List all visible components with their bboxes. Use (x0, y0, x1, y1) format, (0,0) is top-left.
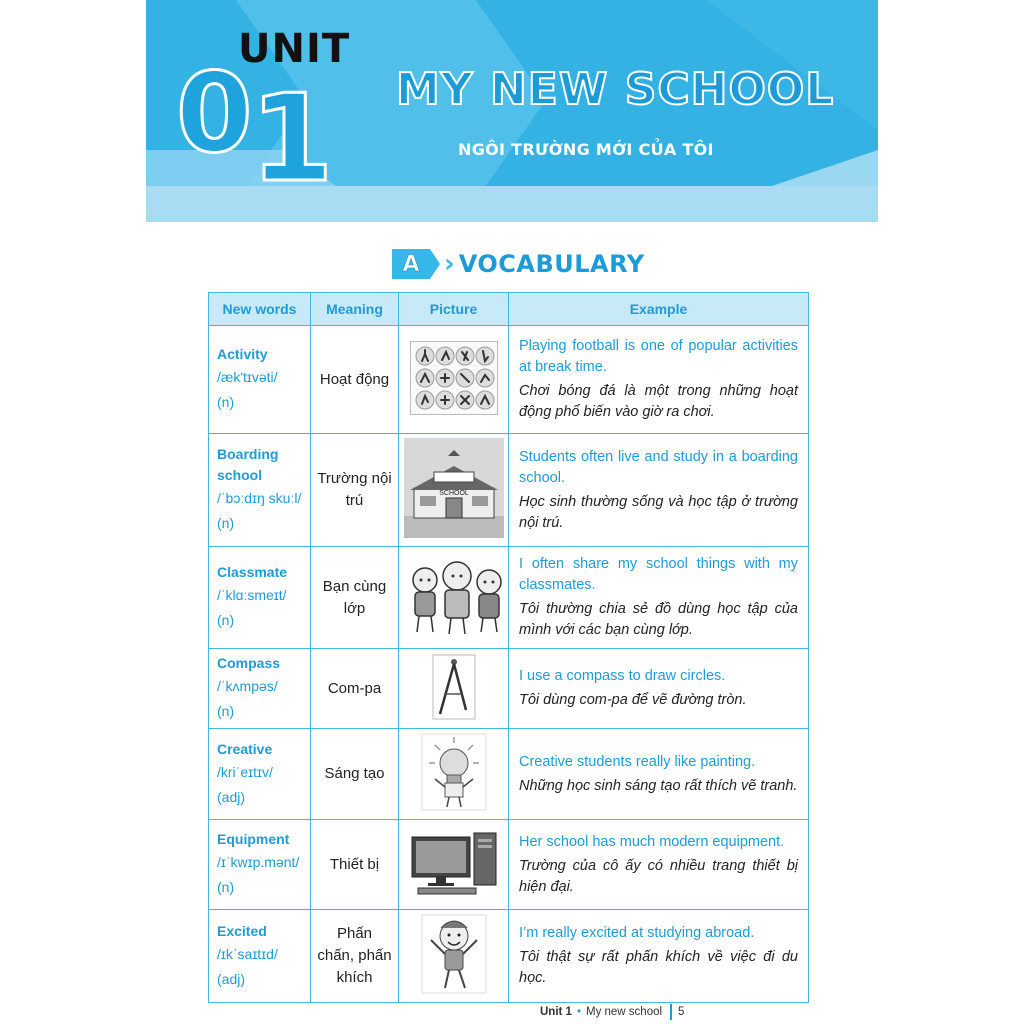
section-title: VOCABULARY (458, 250, 645, 278)
example-cell (509, 820, 809, 910)
table-row (209, 326, 809, 434)
column-header-new-words: New words (209, 293, 311, 326)
vocab-word-type: (n) (217, 515, 235, 531)
section-heading (392, 248, 645, 280)
column-header-example: Example (509, 293, 809, 326)
textbook-page (146, 0, 878, 1024)
desktop-computer-image (408, 831, 500, 895)
example-english: Playing football is one of popular activities at break time. (519, 338, 798, 375)
vocabulary-table (208, 292, 809, 1003)
meaning-cell: Com-pa (311, 649, 399, 729)
vocab-phonetic: /æk'tɪvəti/ (217, 369, 278, 385)
table-row (209, 547, 809, 649)
example-cell (509, 729, 809, 820)
vocab-word-type: (adj) (217, 788, 246, 805)
vocab-word: Equipment (217, 831, 290, 847)
example-vietnamese: Tôi thường chia sẻ đồ dùng học tập của mình với các bạn cùng lớp. (519, 601, 798, 638)
picture-cell (399, 820, 509, 910)
page-footer (540, 1004, 684, 1020)
example-english: Creative students really like painting. (519, 753, 756, 770)
example-english: Students often live and study in a boarding school. (519, 448, 798, 486)
meaning-cell: Hoạt động (311, 326, 399, 434)
table-header-row (209, 293, 809, 326)
table-row (209, 729, 809, 820)
example-vietnamese: Tôi dùng com-pa để vẽ đường tròn. (519, 692, 747, 708)
vocab-word: Compass (217, 655, 281, 671)
table-row (209, 434, 809, 547)
three-kids-image (403, 556, 507, 636)
example-english: I often share my school things with my classmates. (519, 556, 798, 593)
example-english: I’m really excited at studying abroad. (519, 925, 755, 941)
picture-cell (399, 547, 509, 649)
example-cell (509, 547, 809, 649)
example-vietnamese: Những học sinh sáng tạo rất thích vẽ tranh. (519, 777, 798, 794)
example-vietnamese: Chơi bóng đá là một trong những hoạt động phổ biến vào giờ ra chơi. (519, 383, 798, 420)
vocab-word: Activity (217, 346, 268, 362)
footer-divider (670, 1004, 672, 1020)
vocab-word-type: (adj) (217, 970, 246, 987)
table-row (209, 649, 809, 729)
section-arrow-icon (430, 249, 440, 279)
footer-topic: My new school (585, 1006, 663, 1018)
picture-cell (399, 729, 509, 820)
unit-title: MY NEW SCHOOL (396, 64, 835, 115)
unit-banner (146, 0, 878, 222)
vocab-phonetic: /ɪˈkwɪp.mənt/ (217, 854, 300, 870)
vocab-word: Excited (217, 922, 267, 939)
school-sign-text: SCHOOL (438, 490, 469, 497)
footer-unit: Unit 1 (540, 1006, 572, 1018)
meaning-cell: Sáng tạo (311, 729, 399, 820)
school-building-image (404, 438, 504, 538)
word-cell (209, 820, 311, 910)
word-cell (209, 649, 311, 729)
vocab-word: Classmate (217, 564, 288, 580)
vocab-word-type: (n) (217, 394, 235, 410)
word-cell (209, 729, 311, 820)
vocab-phonetic: /ˈklɑːsmeɪt/ (217, 587, 287, 603)
unit-label: UNIT (238, 26, 351, 72)
picture-cell (399, 649, 509, 729)
vocab-phonetic: /kriˈeɪtɪv/ (217, 763, 273, 780)
table-row (209, 910, 809, 1003)
unit-number-digit-2: 1 (250, 70, 334, 209)
excited-kid-image (421, 914, 487, 994)
page-number: 5 (678, 1006, 685, 1018)
picture-cell (399, 434, 509, 547)
vocab-phonetic: /ˈbɔːdɪŋ skuːl/ (217, 490, 302, 506)
example-vietnamese: Trường của cô ấy có nhiều trang thiết bị hiện đại. (519, 857, 798, 895)
unit-number-digit-1: 0 (176, 49, 253, 177)
example-vietnamese: Học sinh thường sống và học tập ở trường nội trú. (519, 493, 798, 531)
column-header-picture: Picture (399, 293, 509, 326)
lightbulb-character-image (421, 733, 487, 811)
meaning-cell: Bạn cùng lớp (311, 547, 399, 649)
word-cell (209, 910, 311, 1003)
sport-icons-grid-image (410, 341, 498, 415)
picture-cell (399, 910, 509, 1003)
vocab-phonetic: /ɪkˈsaɪtɪd/ (217, 945, 278, 962)
meaning-cell: Thiết bị (311, 820, 399, 910)
word-cell (209, 547, 311, 649)
picture-cell (399, 326, 509, 434)
meaning-cell: Trường nội trú (311, 434, 399, 547)
example-cell (509, 910, 809, 1003)
example-cell (509, 649, 809, 729)
vocab-word: Boarding school (217, 446, 279, 483)
drawing-compass-image (432, 654, 476, 720)
banner-bottom-curve (146, 222, 878, 242)
chevron-right-icon: › (444, 249, 455, 279)
footer-separator-dot: • (576, 1006, 581, 1018)
example-vietnamese: Tôi thật sự rất phấn khích về việc đi du học. (519, 949, 798, 986)
column-header-meaning: Meaning (311, 293, 399, 326)
example-cell (509, 434, 809, 547)
word-cell (209, 434, 311, 547)
example-english: Her school has much modern equipment. (519, 833, 785, 850)
unit-subtitle: NGÔI TRƯỜNG MỚI CỦA TÔI (458, 140, 714, 159)
example-english: I use a compass to draw circles. (519, 668, 726, 684)
vocab-phonetic: /ˈkʌmpəs/ (217, 678, 278, 694)
vocab-word-type: (n) (217, 879, 235, 895)
vocab-word-type: (n) (217, 612, 235, 628)
meaning-cell: Phấn chấn, phấn khích (311, 910, 399, 1003)
section-letter-badge: A (392, 249, 430, 279)
table-row (209, 820, 809, 910)
vocab-word: Creative (217, 740, 273, 757)
word-cell (209, 326, 311, 434)
vocab-word-type: (n) (217, 703, 235, 719)
example-cell (509, 326, 809, 434)
